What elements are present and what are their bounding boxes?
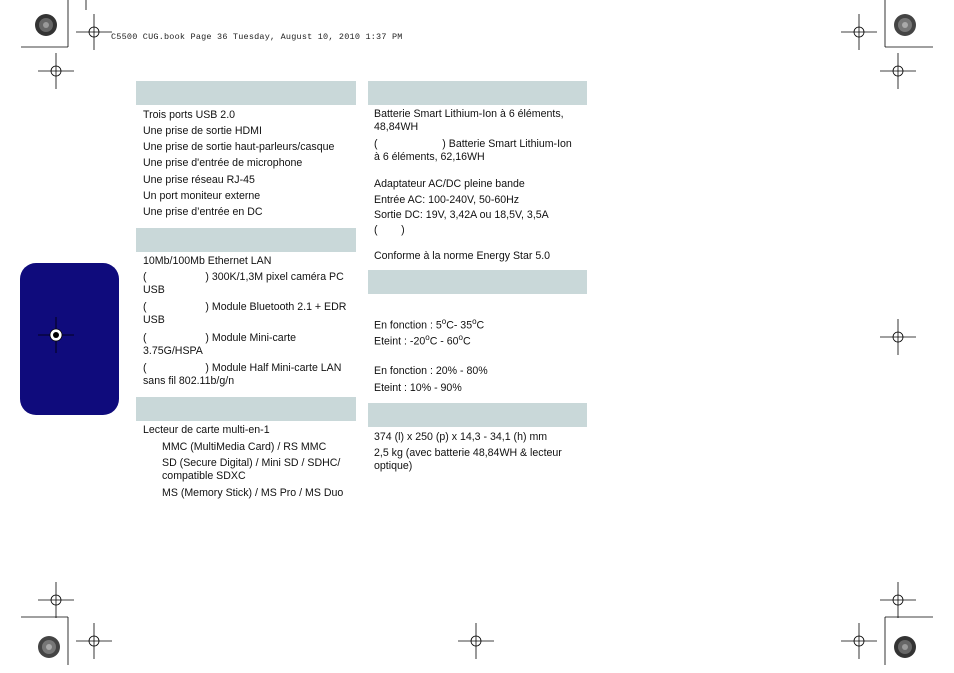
- comm-lan: 10Mb/100Mb Ethernet LAN: [143, 255, 272, 267]
- page-header-line: C5500 CUG.book Page 36 Tuesday, August 10, 2010 1:37 PM: [111, 32, 403, 42]
- env-temp-on-b: C- 35: [446, 319, 473, 332]
- port-item: Une prise de sortie haut-parleurs/casque: [143, 141, 335, 153]
- comm-wlan: ( ) Module Half Mini-carte LAN sans fil 802.11b/g/n: [143, 362, 345, 387]
- dims-weight: 2,5 kg (avec batterie 48,84WH & lecteur optique): [374, 447, 562, 472]
- card-sd: SD (Secure Digital) / Mini SD / SDHC/ compatible SDXC: [162, 457, 341, 482]
- port-item: Une prise d'entrée de microphone: [143, 157, 303, 169]
- power-battery-2: ( ) Batterie Smart Lithium-Ion à 6 éléments, 62,16WH: [374, 138, 575, 163]
- env-humidity-off: Eteint : 10% - 90%: [374, 382, 462, 394]
- power-input: Entrée AC: 100-240V, 50-60Hz: [374, 194, 520, 206]
- card-mmc: MMC (MultiMedia Card) / RS MMC: [162, 441, 327, 453]
- color-target-bottom-right: [894, 636, 916, 658]
- power-output: Sortie DC: 19V, 3,42A ou 18,5V, 3,5A: [374, 209, 549, 221]
- env-humidity-on: En fonction : 20% - 80%: [374, 365, 488, 377]
- dims-size: 374 (l) x 250 (p) x 14,3 - 34,1 (h) mm: [374, 431, 548, 443]
- registration-mark-tab: [38, 317, 74, 353]
- comm-hspa: ( ) Module Mini-carte 3.75G/HSPA: [143, 332, 300, 357]
- degree-mark: o: [458, 333, 463, 342]
- power-paren: ( ): [374, 224, 405, 236]
- comm-camera: ( ) 300K/1,3M pixel caméra PC USB: [143, 271, 347, 296]
- power-battery-1: Batterie Smart Lithium-Ion à 6 éléments, 48,84WH: [374, 108, 564, 133]
- color-target-bottom-left: [38, 636, 60, 658]
- port-item: Trois ports USB 2.0: [143, 109, 236, 121]
- power-adapter: Adaptateur AC/DC pleine bande: [374, 178, 525, 190]
- comm-bluetooth: ( ) Module Bluetooth 2.1 + EDR USB: [143, 301, 350, 326]
- color-target-top-left: [35, 14, 57, 36]
- degree-mark: o: [425, 333, 430, 342]
- power-energy-star: Conforme à la norme Energy Star 5.0: [374, 250, 551, 262]
- degree-mark: o: [441, 317, 447, 326]
- port-item: Une prise de sortie HDMI: [143, 125, 262, 137]
- env-temp-on-a: En fonction : 5: [374, 319, 442, 332]
- env-temp-off-b: C - 60: [429, 335, 459, 348]
- env-temp-off-a: Eteint : -20: [374, 335, 426, 348]
- card-ms: MS (Memory Stick) / MS Pro / MS Duo: [162, 487, 344, 499]
- port-item: Un port moniteur externe: [143, 190, 261, 202]
- env-temp-on-c: C: [476, 319, 485, 332]
- color-target-top-right: [894, 14, 916, 36]
- port-item: Une prise réseau RJ-45: [143, 174, 255, 186]
- env-temp-off-c: C: [463, 335, 471, 348]
- port-item: Une prise d’entrée en DC: [143, 206, 263, 218]
- registration-marks: [38, 14, 916, 659]
- card-reader-intro: Lecteur de carte multi-en-1: [143, 424, 270, 436]
- degree-mark: o: [472, 317, 477, 326]
